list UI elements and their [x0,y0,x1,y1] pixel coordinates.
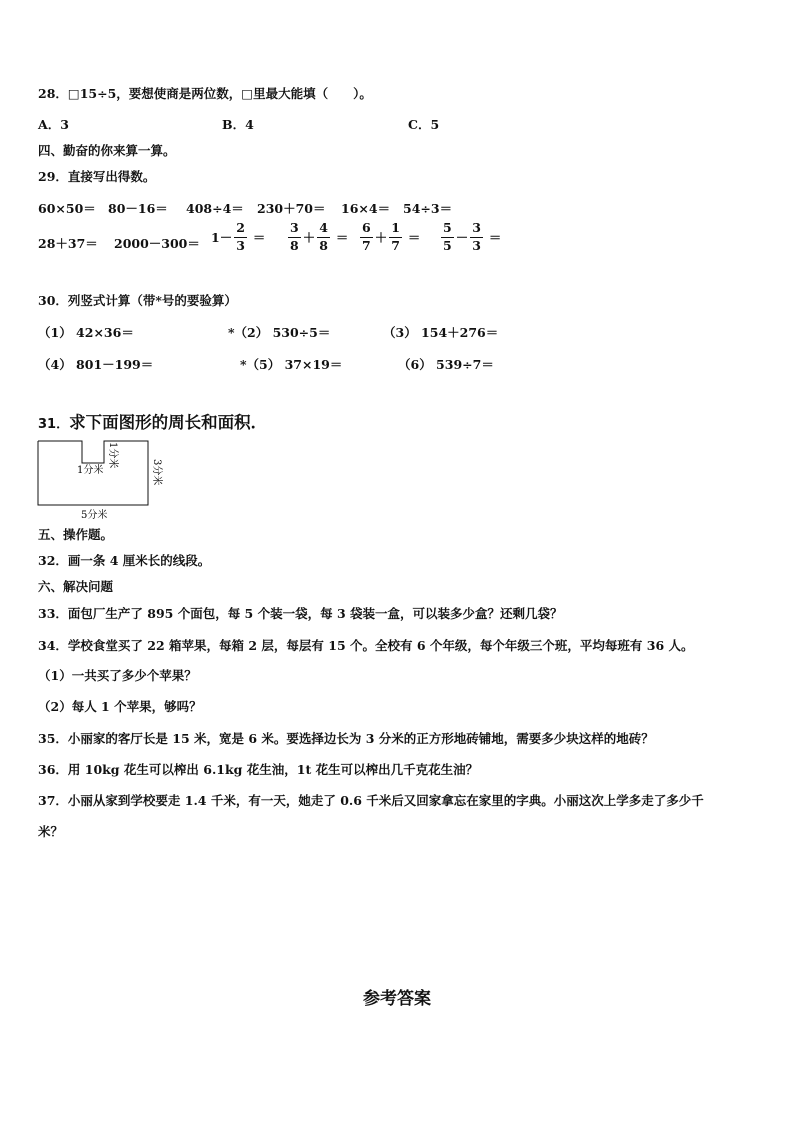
q29-fraction-expr: $\frac{6}{7}$ ＋ $\frac{1}{7}$ ＝ [362,220,421,253]
q29-fraction-expr: 1－ $\frac{2}{3}$ ＝ [211,220,266,253]
q28-option-a: A．3 [38,117,69,132]
section-heading-4: 四、勤奋的你来算一算。 [38,143,176,158]
q31-label-height: 3分米 [151,459,162,486]
section-heading-6: 六、解决问题 [38,579,114,594]
q29-expr: 230＋70＝ [257,201,326,216]
q28-option-c: C．5 [408,117,440,132]
q29-expr: 54÷3＝ [403,201,453,216]
q31-number: 31． [38,417,70,432]
q31-label-notch-width: 1分米 [77,465,104,476]
q31-heading [38,409,267,433]
q28-text: 28．□15÷5，要想使商是两位数，□里最大能填（ ）。 [38,86,372,101]
q30-item: *（5） 37×19＝ [240,357,343,372]
q29-fraction-expr: $\frac{3}{8}$ ＋ $\frac{4}{8}$ ＝ [290,220,349,253]
q33-text: 33．面包厂生产了 895 个面包，每 5 个装一袋，每 3 袋装一盒，可以装多少盒？还剩几袋？ [38,606,563,621]
q34-text: 34．学校食堂买了 22 箱苹果，每箱 2 层，每层有 15 个。全校有 6 个年级，每个年级三个班，平均每班有 36 人。 [38,638,694,653]
q29-expr: 16×4＝ [341,201,391,216]
q35-text: 35．小丽家的客厅长是 15 米，宽是 6 米。要选择边长为 3 分米的正方形地砖铺地，需要多少块这样的地砖？ [38,731,654,746]
q34-sub-question: （2）每人 1 个苹果，够吗？ [38,699,202,714]
q30-item: （1） 42×36＝ [38,325,134,340]
q29-expr: 80－16＝ [108,201,168,216]
q30-item: （3） 154＋276＝ [383,325,499,340]
q32-text: 32．画一条 4 厘米长的线段。 [38,553,211,568]
q28-option-b: B．4 [222,117,254,132]
answer-section-title: 参考答案 [363,989,431,1009]
q29-fraction-expr: $\frac{5}{5}$ － $\frac{3}{3}$ ＝ [443,220,502,253]
q31-label-notch-depth: 1分米 [107,442,118,469]
q31-title: 求下面图形的周长和面积． [69,413,268,432]
q29-expr: 60×50＝ [38,201,96,216]
q31-label-width: 5分米 [81,510,108,521]
q37-text-line2: 米？ [38,824,64,839]
q30-title: 30．列竖式计算（带*号的要验算） [38,293,237,308]
q29-title: 29．直接写出得数。 [38,169,156,184]
q29-expr: 408÷4＝ [186,201,244,216]
q30-item: （4） 801－199＝ [38,357,154,372]
q31-shape-figure [30,438,170,522]
q34-sub-question: （1）一共买了多少个苹果？ [38,668,197,683]
q30-item: （6） 539÷7＝ [398,357,494,372]
q29-expr: 2000－300＝ [114,236,200,251]
q36-text: 36．用 10kg 花生可以榨出 6.1kg 花生油，1t 花生可以榨出几千克花生油？ [38,762,479,777]
q37-text-line1: 37．小丽从家到学校要走 1.4 千米，有一天，她走了 0.6 千米后又回家拿忘在家里的字典。小丽这次上学多走了多少千 [38,793,704,808]
q30-item: *（2） 530÷5＝ [228,325,331,340]
section-heading-5: 五、操作题。 [38,527,114,542]
q29-expr: 28＋37＝ [38,236,98,251]
